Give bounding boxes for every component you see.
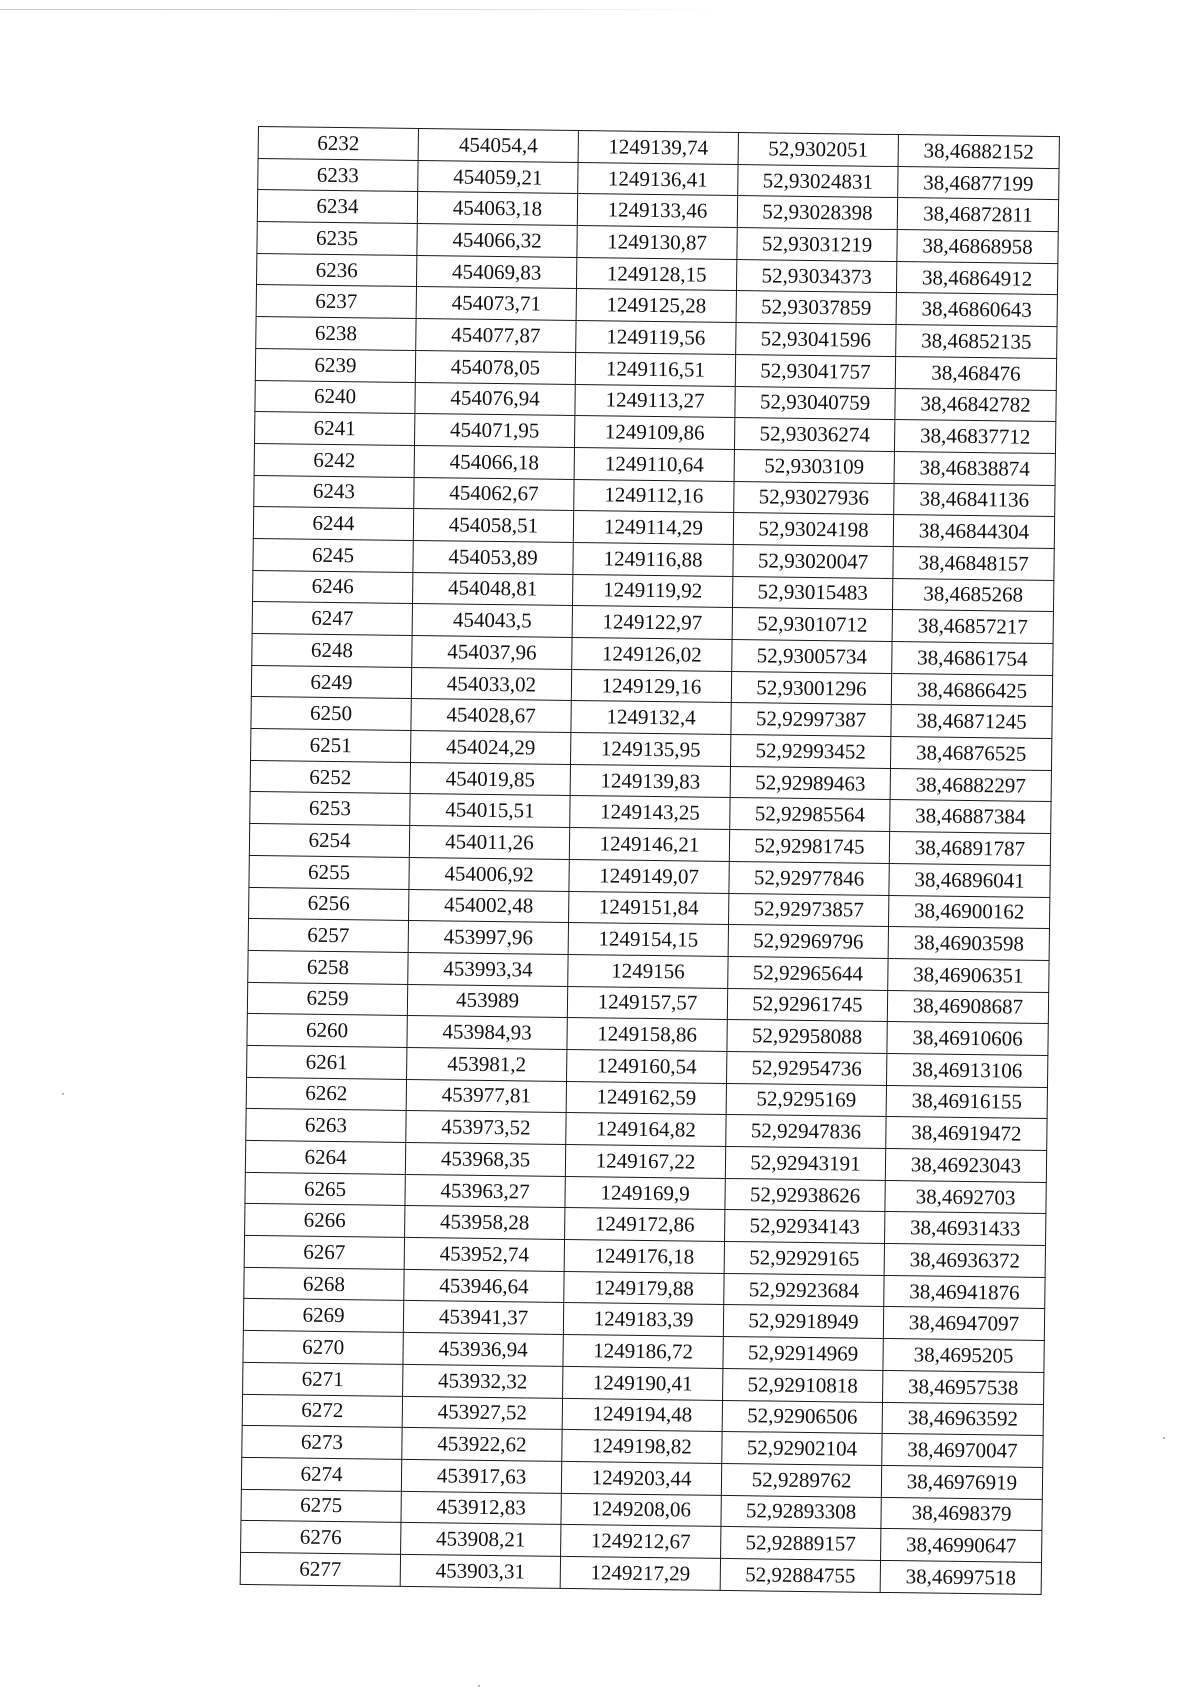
longitude-cell: 38,46957538 (883, 1370, 1044, 1404)
longitude-cell: 38,46896041 (889, 863, 1050, 897)
point-number-cell: 6277 (240, 1552, 400, 1586)
x-coordinate-cell: 453968,35 (405, 1142, 565, 1176)
point-number-cell: 6254 (249, 824, 409, 858)
longitude-cell: 38,46900162 (888, 895, 1049, 929)
x-coordinate-cell: 454043,5 (412, 604, 572, 638)
x-coordinate-cell: 454024,29 (411, 731, 571, 765)
longitude-cell: 38,46887384 (890, 800, 1051, 834)
point-number-cell: 6245 (253, 538, 413, 572)
scan-edge-line (0, 9, 720, 10)
longitude-cell: 38,46903598 (888, 927, 1049, 961)
y-coordinate-cell: 1249133,46 (577, 194, 737, 228)
longitude-cell: 38,46871245 (891, 705, 1052, 739)
longitude-cell: 38,46990647 (881, 1529, 1042, 1563)
y-coordinate-cell: 1249149,07 (569, 859, 729, 893)
x-coordinate-cell: 454058,51 (413, 509, 573, 543)
longitude-cell: 38,46852135 (896, 325, 1057, 359)
y-coordinate-cell: 1249126,02 (572, 637, 732, 671)
x-coordinate-cell: 453917,63 (401, 1459, 561, 1493)
y-coordinate-cell: 1249167,22 (565, 1144, 725, 1178)
longitude-cell: 38,46844304 (893, 515, 1054, 549)
latitude-cell: 52,93036274 (734, 418, 894, 452)
longitude-cell: 38,4692703 (885, 1180, 1046, 1214)
x-coordinate-cell: 454066,32 (417, 224, 577, 258)
y-coordinate-cell: 1249186,72 (563, 1335, 723, 1369)
x-coordinate-cell: 453936,94 (403, 1333, 563, 1367)
latitude-cell: 52,93040759 (735, 386, 895, 420)
coordinates-table-wrapper (240, 126, 1059, 1595)
point-number-cell: 6251 (251, 729, 411, 763)
latitude-cell: 52,92923684 (724, 1273, 884, 1307)
point-number-cell: 6261 (247, 1045, 407, 1079)
latitude-cell: 52,93005734 (732, 639, 892, 673)
latitude-cell: 52,92961745 (727, 988, 887, 1022)
x-coordinate-cell: 453958,28 (405, 1206, 565, 1240)
latitude-cell: 52,92997387 (731, 703, 891, 737)
y-coordinate-cell: 1249130,87 (577, 226, 737, 260)
latitude-cell: 52,93001296 (731, 671, 891, 705)
longitude-cell: 38,46910606 (887, 1022, 1048, 1056)
longitude-cell: 38,46936372 (884, 1244, 1045, 1278)
latitude-cell: 52,92910818 (723, 1368, 883, 1402)
point-number-cell: 6260 (247, 1014, 407, 1048)
point-number-cell: 6276 (241, 1521, 401, 1555)
longitude-cell: 38,4695205 (883, 1339, 1044, 1373)
longitude-cell: 38,4685268 (892, 578, 1053, 612)
latitude-cell: 52,92977846 (729, 861, 889, 895)
x-coordinate-cell: 453922,62 (402, 1428, 562, 1462)
y-coordinate-cell: 1249112,16 (574, 479, 734, 513)
y-coordinate-cell: 1249208,06 (561, 1493, 721, 1527)
longitude-cell: 38,46913106 (886, 1053, 1047, 1087)
y-coordinate-cell: 1249151,84 (569, 891, 729, 925)
point-number-cell: 6239 (255, 348, 415, 382)
point-number-cell: 6247 (252, 602, 412, 636)
scan-speck (1163, 1437, 1165, 1439)
point-number-cell: 6253 (250, 792, 410, 826)
point-number-cell: 6256 (249, 887, 409, 921)
y-coordinate-cell: 1249113,27 (575, 384, 735, 418)
longitude-cell: 38,46963592 (882, 1402, 1043, 1436)
point-number-cell: 6265 (245, 1172, 405, 1206)
y-coordinate-cell: 1249190,41 (563, 1366, 723, 1400)
point-number-cell: 6270 (243, 1331, 403, 1365)
latitude-cell: 52,92893308 (721, 1495, 881, 1529)
latitude-cell: 52,92969796 (728, 925, 888, 959)
x-coordinate-cell: 454037,96 (412, 635, 572, 669)
x-coordinate-cell: 453932,32 (403, 1364, 563, 1398)
point-number-cell: 6267 (244, 1235, 404, 1269)
x-coordinate-cell: 453912,83 (401, 1491, 561, 1525)
y-coordinate-cell: 1249156 (568, 954, 728, 988)
longitude-cell: 38,46857217 (892, 610, 1053, 644)
point-number-cell: 6273 (242, 1426, 402, 1460)
latitude-cell: 52,92985564 (730, 798, 890, 832)
longitude-cell: 38,46908687 (887, 990, 1048, 1024)
latitude-cell: 52,92989463 (730, 766, 890, 800)
point-number-cell: 6244 (253, 507, 413, 541)
latitude-cell: 52,92929165 (724, 1242, 884, 1276)
point-number-cell: 6241 (255, 412, 415, 446)
latitude-cell: 52,93031219 (737, 228, 897, 262)
x-coordinate-cell: 454062,67 (414, 477, 574, 511)
point-number-cell: 6235 (257, 222, 417, 256)
longitude-cell: 38,46841136 (894, 483, 1055, 517)
point-number-cell: 6266 (245, 1204, 405, 1238)
y-coordinate-cell: 1249125,28 (576, 289, 736, 323)
y-coordinate-cell: 1249116,51 (575, 352, 735, 386)
y-coordinate-cell: 1249128,15 (576, 257, 736, 291)
x-coordinate-cell: 454028,67 (411, 699, 571, 733)
longitude-cell: 38,46842782 (895, 388, 1056, 422)
y-coordinate-cell: 1249176,18 (564, 1240, 724, 1274)
x-coordinate-cell: 453946,64 (404, 1269, 564, 1303)
y-coordinate-cell: 1249162,59 (566, 1081, 726, 1115)
longitude-cell: 38,46861754 (892, 642, 1053, 676)
x-coordinate-cell: 453973,52 (406, 1111, 566, 1145)
latitude-cell: 52,92965644 (728, 956, 888, 990)
y-coordinate-cell: 1249194,48 (562, 1398, 722, 1432)
latitude-cell: 52,92918949 (723, 1305, 883, 1339)
latitude-cell: 52,92993452 (730, 735, 890, 769)
y-coordinate-cell: 1249132,4 (571, 701, 731, 735)
point-number-cell: 6268 (244, 1267, 404, 1301)
table-body (240, 127, 1059, 1595)
longitude-cell: 38,46997518 (880, 1560, 1041, 1594)
latitude-cell: 52,93027936 (734, 481, 894, 515)
x-coordinate-cell: 453952,74 (404, 1237, 564, 1271)
y-coordinate-cell: 1249217,29 (560, 1556, 720, 1590)
y-coordinate-cell: 1249172,86 (565, 1208, 725, 1242)
point-number-cell: 6232 (258, 127, 418, 161)
latitude-cell: 52,93034373 (736, 259, 896, 293)
latitude-cell: 52,93010712 (732, 608, 892, 642)
point-number-cell: 6248 (252, 633, 412, 667)
point-number-cell: 6238 (256, 317, 416, 351)
point-number-cell: 6236 (257, 253, 417, 287)
x-coordinate-cell: 453903,31 (400, 1554, 560, 1588)
longitude-cell: 38,46941876 (884, 1275, 1045, 1309)
longitude-cell: 38,4698379 (881, 1497, 1042, 1531)
y-coordinate-cell: 1249212,67 (561, 1525, 721, 1559)
latitude-cell: 52,93024831 (738, 164, 898, 198)
x-coordinate-cell: 454019,85 (410, 762, 570, 796)
longitude-cell: 38,46947097 (883, 1307, 1044, 1341)
latitude-cell: 52,92943191 (725, 1146, 885, 1180)
y-coordinate-cell: 1249139,83 (570, 764, 730, 798)
latitude-cell: 52,92958088 (727, 1020, 887, 1054)
point-number-cell: 6249 (251, 665, 411, 699)
x-coordinate-cell: 453941,37 (403, 1301, 563, 1335)
longitude-cell: 38,46876525 (890, 737, 1051, 771)
latitude-cell: 52,93037859 (736, 291, 896, 325)
x-coordinate-cell: 454002,48 (409, 889, 569, 923)
y-coordinate-cell: 1249203,44 (561, 1461, 721, 1495)
latitude-cell: 52,92906506 (722, 1400, 882, 1434)
latitude-cell: 52,92954736 (727, 1051, 887, 1085)
x-coordinate-cell: 454048,81 (413, 572, 573, 606)
x-coordinate-cell: 454054,4 (418, 129, 578, 163)
point-number-cell: 6255 (249, 855, 409, 889)
point-number-cell: 6275 (241, 1489, 401, 1523)
point-number-cell: 6257 (248, 919, 408, 953)
x-coordinate-cell: 454077,87 (416, 319, 576, 353)
x-coordinate-cell: 453927,52 (402, 1396, 562, 1430)
point-number-cell: 6269 (243, 1299, 403, 1333)
longitude-cell: 38,46860643 (896, 293, 1057, 327)
point-number-cell: 6259 (247, 982, 407, 1016)
scan-speck (62, 1093, 64, 1095)
point-number-cell: 6246 (253, 570, 413, 604)
longitude-cell: 38,46838874 (894, 451, 1055, 485)
x-coordinate-cell: 454033,02 (411, 667, 571, 701)
x-coordinate-cell: 454066,18 (414, 445, 574, 479)
longitude-cell: 38,46882297 (890, 768, 1051, 802)
y-coordinate-cell: 1249119,92 (572, 574, 732, 608)
y-coordinate-cell: 1249158,86 (567, 1018, 727, 1052)
longitude-cell: 38,46906351 (888, 958, 1049, 992)
point-number-cell: 6264 (245, 1140, 405, 1174)
longitude-cell: 38,468476 (895, 356, 1056, 390)
latitude-cell: 52,9302051 (738, 133, 898, 167)
x-coordinate-cell: 454069,83 (416, 255, 576, 289)
longitude-cell: 38,46872811 (897, 198, 1058, 232)
x-coordinate-cell: 454063,18 (417, 192, 577, 226)
y-coordinate-cell: 1249198,82 (562, 1430, 722, 1464)
latitude-cell: 52,92934143 (725, 1210, 885, 1244)
latitude-cell: 52,93041757 (735, 354, 895, 388)
longitude-cell: 38,46919472 (886, 1117, 1047, 1151)
y-coordinate-cell: 1249116,88 (573, 542, 733, 576)
x-coordinate-cell: 453981,2 (407, 1047, 567, 1081)
longitude-cell: 38,46923043 (885, 1148, 1046, 1182)
y-coordinate-cell: 1249110,64 (574, 447, 734, 481)
latitude-cell: 52,92902104 (722, 1432, 882, 1466)
latitude-cell: 52,92973857 (729, 893, 889, 927)
longitude-cell: 38,46837712 (894, 420, 1055, 454)
x-coordinate-cell: 454073,71 (416, 287, 576, 321)
point-number-cell: 6233 (258, 158, 418, 192)
longitude-cell: 38,46976919 (881, 1465, 1042, 1499)
y-coordinate-cell: 1249119,56 (576, 321, 736, 355)
latitude-cell: 52,93041596 (736, 323, 896, 357)
latitude-cell: 52,92981745 (729, 830, 889, 864)
longitude-cell: 38,46848157 (893, 546, 1054, 580)
point-number-cell: 6237 (256, 285, 416, 319)
y-coordinate-cell: 1249183,39 (563, 1303, 723, 1337)
x-coordinate-cell: 454076,94 (415, 382, 575, 416)
latitude-cell: 52,93024198 (733, 513, 893, 547)
x-coordinate-cell: 454053,89 (413, 540, 573, 574)
point-number-cell: 6234 (257, 190, 417, 224)
point-number-cell: 6262 (246, 1077, 406, 1111)
y-coordinate-cell: 1249136,41 (578, 162, 738, 196)
latitude-cell: 52,9289762 (721, 1463, 881, 1497)
point-number-cell: 6263 (246, 1109, 406, 1143)
x-coordinate-cell: 454011,26 (409, 826, 569, 860)
x-coordinate-cell: 453963,27 (405, 1174, 565, 1208)
longitude-cell: 38,46970047 (882, 1434, 1043, 1468)
point-number-cell: 6250 (251, 697, 411, 731)
longitude-cell: 38,46891787 (889, 832, 1050, 866)
latitude-cell: 52,92889157 (721, 1527, 881, 1561)
point-number-cell: 6252 (250, 760, 410, 794)
point-number-cell: 6272 (242, 1394, 402, 1428)
latitude-cell: 52,9295169 (726, 1083, 886, 1117)
x-coordinate-cell: 453977,81 (406, 1079, 566, 1113)
longitude-cell: 38,46916155 (886, 1085, 1047, 1119)
x-coordinate-cell: 453993,34 (408, 952, 568, 986)
coordinates-table (240, 126, 1060, 1595)
x-coordinate-cell: 453984,93 (407, 1016, 567, 1050)
y-coordinate-cell: 1249109,86 (574, 416, 734, 450)
latitude-cell: 52,9303109 (734, 449, 894, 483)
y-coordinate-cell: 1249164,82 (566, 1113, 726, 1147)
latitude-cell: 52,93015483 (732, 576, 892, 610)
longitude-cell: 38,46868958 (897, 230, 1058, 264)
y-coordinate-cell: 1249160,54 (567, 1049, 727, 1083)
latitude-cell: 52,92884755 (720, 1558, 880, 1592)
y-coordinate-cell: 1249114,29 (573, 511, 733, 545)
point-number-cell: 6243 (254, 475, 414, 509)
x-coordinate-cell: 454059,21 (418, 160, 578, 194)
y-coordinate-cell: 1249179,88 (564, 1271, 724, 1305)
y-coordinate-cell: 1249122,97 (572, 606, 732, 640)
point-number-cell: 6242 (254, 443, 414, 477)
longitude-cell: 38,46877199 (898, 166, 1059, 200)
y-coordinate-cell: 1249135,95 (571, 733, 731, 767)
longitude-cell: 38,46866425 (891, 673, 1052, 707)
scan-speck (478, 1685, 480, 1687)
y-coordinate-cell: 1249143,25 (570, 796, 730, 830)
latitude-cell: 52,92947836 (726, 1115, 886, 1149)
latitude-cell: 52,93028398 (737, 196, 897, 230)
longitude-cell: 38,46882152 (898, 135, 1059, 169)
latitude-cell: 52,92914969 (723, 1337, 883, 1371)
longitude-cell: 38,46864912 (896, 261, 1057, 295)
y-coordinate-cell: 1249169,9 (565, 1176, 725, 1210)
point-number-cell: 6240 (255, 380, 415, 414)
y-coordinate-cell: 1249154,15 (568, 923, 728, 957)
x-coordinate-cell: 454006,92 (409, 857, 569, 891)
y-coordinate-cell: 1249157,57 (567, 986, 727, 1020)
y-coordinate-cell: 1249146,21 (569, 828, 729, 862)
y-coordinate-cell: 1249129,16 (571, 669, 731, 703)
point-number-cell: 6258 (248, 950, 408, 984)
point-number-cell: 6274 (241, 1457, 401, 1491)
latitude-cell: 52,93020047 (733, 544, 893, 578)
longitude-cell: 38,46931433 (885, 1212, 1046, 1246)
x-coordinate-cell: 453908,21 (401, 1523, 561, 1557)
point-number-cell: 6271 (243, 1362, 403, 1396)
x-coordinate-cell: 454071,95 (414, 414, 574, 448)
x-coordinate-cell: 453997,96 (408, 921, 568, 955)
latitude-cell: 52,92938626 (725, 1178, 885, 1212)
x-coordinate-cell: 453989 (407, 984, 567, 1018)
x-coordinate-cell: 454078,05 (415, 350, 575, 384)
x-coordinate-cell: 454015,51 (410, 794, 570, 828)
y-coordinate-cell: 1249139,74 (578, 131, 738, 165)
